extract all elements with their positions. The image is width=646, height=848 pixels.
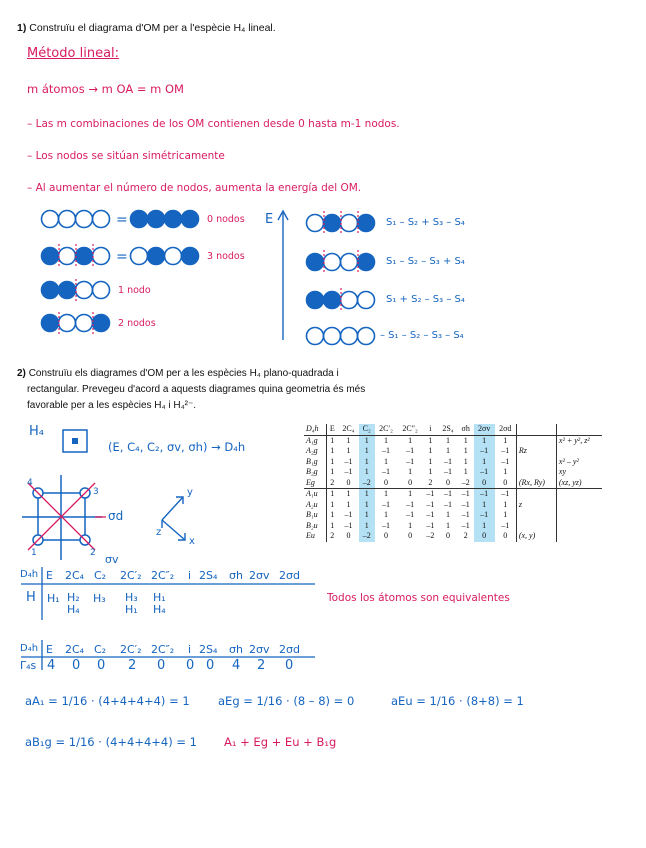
ct-cell: 1 <box>503 499 508 509</box>
ct-cell: 1 <box>330 510 335 519</box>
ct-cell: 1 <box>359 457 375 468</box>
ct-cell: 0 <box>503 531 508 540</box>
ct-cell: 1 <box>359 510 375 521</box>
ct-cell: x² – y² <box>556 457 602 468</box>
row-4-nodes-label: 2 nodos <box>118 318 156 329</box>
atom-table-cell: H₂ H₄ <box>67 591 80 616</box>
ct-cell: –1 <box>406 446 415 455</box>
ct-cell: 1 <box>384 435 389 445</box>
h4-label: H₄ <box>29 424 44 439</box>
ct-header-cell: 2C″₂ <box>398 424 423 435</box>
gamma-value: 0 <box>72 658 81 673</box>
atom-table-h-sd: 2σd <box>279 569 300 582</box>
gamma-value: 2 <box>257 658 266 673</box>
gamma-value: 4 <box>47 658 56 673</box>
ct-cell: 1 <box>346 499 351 509</box>
ct-cell: –1 <box>443 467 452 476</box>
ct-header-cell: 2C₄ <box>338 424 359 435</box>
question-2-line-3: favorable per a les espècies H₄ i H₄²⁻. <box>27 400 197 411</box>
atom-table-h-sv: 2σv <box>249 569 270 582</box>
ct-header-cell: i <box>423 424 438 435</box>
ct-cell: –1 <box>458 489 474 500</box>
ct-cell: –1 <box>344 467 353 476</box>
ct-cell: 1 <box>503 435 508 445</box>
ct-cell: 1 <box>398 489 423 500</box>
ct-cell: 1 <box>463 435 468 445</box>
ct-cell: –1 <box>426 510 435 519</box>
ct-cell: 1 <box>375 489 398 500</box>
ct-header-cell: σh <box>458 424 474 435</box>
ct-cell: 2 <box>463 531 468 540</box>
mo-combo-1: S₁ – S₂ + S₃ – S₄ <box>386 217 465 228</box>
ct-cell: –1 <box>461 520 470 530</box>
question-1-number: 1) <box>17 22 27 34</box>
sigma-v-label: σv <box>105 553 119 566</box>
gamma-table-h-c2: C₂ <box>94 643 107 656</box>
atom-table-cell: H₃ <box>93 592 106 605</box>
ct-cell: –1 <box>382 467 391 476</box>
ct-header-group: D₄h <box>304 424 326 435</box>
note-line-3: – Los nodos se sitúan simétricamente <box>27 150 225 162</box>
gamma-table-h-s4: 2S₄ <box>199 643 218 656</box>
ct-cell: 1 <box>474 435 495 446</box>
ct-header-cell: 2S₄ <box>438 424 458 435</box>
ct-cell: 1 <box>445 510 450 519</box>
atom-table-cell: H₃ H₁ <box>125 591 138 616</box>
gamma-table-h-c4: 2C₄ <box>65 643 85 656</box>
ct-cell: –1 <box>501 520 510 530</box>
ct-cell: 1 <box>474 500 495 511</box>
ct-cell: (x, y) <box>516 531 556 542</box>
ct-cell: 1 <box>463 446 468 455</box>
atom-table-h-e: E <box>46 569 53 582</box>
ct-cell: 1 <box>428 446 433 455</box>
ct-cell: 1 <box>408 467 413 476</box>
ct-cell: –1 <box>426 499 435 509</box>
ct-cell: 1 <box>503 467 508 476</box>
note-line-4: – Al aumentar el número de nodos, aumenta la energía del OM. <box>27 182 362 194</box>
question-2-line-2: rectangular. Prevegeu d'acord a aquests diagrames quina geometria és més <box>27 384 366 395</box>
ct-cell: 1 <box>445 520 450 530</box>
svg-text:=: = <box>116 249 128 265</box>
gamma-value: 0 <box>97 658 106 673</box>
ct-cell: –1 <box>423 489 438 500</box>
ct-cell: 0 <box>503 477 508 487</box>
gamma-value: 4 <box>232 658 241 673</box>
row-1-nodes-label: 0 nodos <box>207 214 245 225</box>
ct-header-cell: 2σd <box>495 424 517 435</box>
ct-irrep-label: A₂g <box>304 446 326 457</box>
ct-cell: –2 <box>359 531 375 542</box>
mo-combo-2: S₁ – S₂ – S₃ + S₄ <box>386 256 465 267</box>
ct-irrep-label: A₂u <box>304 500 326 511</box>
ct-cell: 0 <box>384 477 389 487</box>
mo-combo-3: S₁ + S₂ – S₃ – S₄ <box>386 294 465 305</box>
ct-cell: 1 <box>330 435 335 445</box>
ct-cell: 1 <box>359 446 375 457</box>
ct-cell: 2 <box>330 477 335 487</box>
ct-irrep-label: A₁u <box>304 489 326 500</box>
ct-cell: 0 <box>474 478 495 489</box>
ct-cell: –1 <box>461 510 470 519</box>
ct-cell: 1 <box>428 435 433 445</box>
atom-number-3: 3 <box>93 487 99 497</box>
gamma-table-h-e: E <box>46 643 53 656</box>
atom-number-2: 2 <box>90 548 96 558</box>
ct-cell: –1 <box>443 456 452 466</box>
atom-table-h-c2: C₂ <box>94 569 107 582</box>
ct-cell: 1 <box>330 456 335 466</box>
reduction-a1: aA₁ = 1/16 · (4+4+4+4) = 1 <box>25 694 190 708</box>
atom-number-4: 4 <box>27 478 33 488</box>
ct-cell: 1 <box>359 489 375 500</box>
ct-cell: 1 <box>346 446 351 455</box>
ct-cell: 1 <box>359 500 375 511</box>
note-line-1: m átomos → m OA = m OM <box>27 82 184 96</box>
row-2-nodes-label: 3 nodos <box>207 251 245 262</box>
ct-irrep-label: B₁g <box>304 457 326 468</box>
method-title: Método lineal: <box>27 46 120 61</box>
equivalent-atoms-note: Todos los átomos son equivalentes <box>327 592 510 604</box>
ct-cell: –1 <box>382 446 391 455</box>
ct-cell: –1 <box>461 499 470 509</box>
atom-table-h-c4: 2C₄ <box>65 569 85 582</box>
ct-cell: –1 <box>406 499 415 509</box>
ct-cell: –1 <box>495 489 517 500</box>
ct-cell: Rz <box>516 446 556 457</box>
ct-cell: –1 <box>474 489 495 500</box>
ct-cell: 1 <box>330 520 335 530</box>
ct-cell: –1 <box>438 489 458 500</box>
gamma-table-h-c2p: 2C′₂ <box>120 643 142 656</box>
ct-cell: 2 <box>428 477 433 487</box>
ct-cell: –1 <box>344 510 353 519</box>
ct-header-cell: C₂ <box>359 424 375 435</box>
ct-cell: –2 <box>359 478 375 489</box>
ct-cell: 0 <box>346 531 351 540</box>
gamma-table-row-label: Γ₄s <box>20 659 37 672</box>
symmetry-operations: (E, C₄, C₂, σv, σh) → D₄h <box>108 440 246 454</box>
ct-irrep-label: B₁u <box>304 510 326 521</box>
ct-cell: 1 <box>463 467 468 476</box>
ct-cell: 1 <box>384 456 389 466</box>
ct-cell: 1 <box>408 435 413 445</box>
svg-text:=: = <box>116 212 128 228</box>
ct-header-cell: 2σv <box>474 424 495 435</box>
ct-cell: z <box>516 500 556 511</box>
ct-cell: 2 <box>330 531 335 540</box>
ct-cell: –1 <box>426 520 435 530</box>
gamma-table-group: D₄h <box>20 643 39 654</box>
ct-cell: 1 <box>474 521 495 532</box>
ct-cell: 0 <box>408 477 413 487</box>
ct-cell: 1 <box>346 435 351 445</box>
atom-table-cell: H₁ H₄ <box>153 591 166 616</box>
ct-cell: –1 <box>382 499 391 509</box>
reduction-b1g: aB₁g = 1/16 · (4+4+4+4) = 1 <box>25 735 197 749</box>
atom-table-row-label: H <box>26 590 36 605</box>
reduction-eg: aEg = 1/16 · (8 – 8) = 0 <box>218 694 355 708</box>
ct-cell: 1 <box>338 489 359 500</box>
question-1-text: Construïu el diagrama d'OM per a l'espècie H₄ lineal. <box>29 22 276 34</box>
ct-cell: –1 <box>406 456 415 466</box>
ct-cell: –1 <box>501 446 510 455</box>
energy-axis-label: E <box>265 212 274 227</box>
ct-cell: 1 <box>330 499 335 509</box>
ct-cell: 1 <box>428 467 433 476</box>
ct-irrep-label: Eu <box>304 531 326 542</box>
ct-cell: 1 <box>359 435 375 446</box>
ct-header-cell: 2C′₂ <box>375 424 398 435</box>
ct-cell: –1 <box>344 520 353 530</box>
ct-cell: 1 <box>326 489 338 500</box>
question-2-text-1: Construïu els diagrames d'OM per a les espècies H₄ plano-quadrada i <box>28 368 339 379</box>
gamma-value: 2 <box>128 658 137 673</box>
atom-table-group: D₄h <box>20 569 39 580</box>
atom-table-h-sh: σh <box>229 569 243 582</box>
axis-y-label: y <box>187 487 193 498</box>
row-3-nodes-label: 1 nodo <box>118 285 151 296</box>
axis-x-label: x <box>189 536 195 547</box>
atom-table-cell: H₁ <box>47 592 60 605</box>
ct-cell: 1 <box>463 456 468 466</box>
ct-cell: –1 <box>474 510 495 521</box>
ct-cell: 0 <box>408 531 413 540</box>
gamma-value: 0 <box>285 658 294 673</box>
note-line-2: – Las m combinaciones de los OM contienen desde 0 hasta m-1 nodos. <box>27 118 400 130</box>
sigma-d-label: σd <box>108 509 124 523</box>
ct-cell: –1 <box>382 520 391 530</box>
ct-cell: x² + y², z² <box>556 435 602 446</box>
ct-cell: 1 <box>474 457 495 468</box>
ct-cell: –2 <box>426 531 435 540</box>
ct-cell: 0 <box>445 531 450 540</box>
ct-cell: 1 <box>503 510 508 519</box>
ct-cell: (Rx, Ry) <box>516 478 556 489</box>
ct-cell: 1 <box>408 520 413 530</box>
reduction-eu: aEu = 1/16 · (8+8) = 1 <box>391 694 524 708</box>
ct-irrep-label: Eg <box>304 478 326 489</box>
ct-cell: 0 <box>445 477 450 487</box>
ct-irrep-label: B₂u <box>304 521 326 532</box>
gamma-table-h-c2pp: 2C″₂ <box>151 643 175 656</box>
ct-cell: 1 <box>445 446 450 455</box>
ct-cell: –1 <box>344 456 353 466</box>
ct-cell: –2 <box>461 477 470 487</box>
ct-cell: –1 <box>406 510 415 519</box>
atom-table-h-c2pp: 2C″₂ <box>151 569 175 582</box>
axis-z-label: z <box>156 527 162 538</box>
gamma-table-h-sh: σh <box>229 643 243 656</box>
question-2-number: 2) <box>17 368 26 379</box>
ct-cell: 1 <box>445 435 450 445</box>
mo-combo-4: – S₁ – S₂ – S₃ – S₄ <box>380 330 464 341</box>
ct-cell: 1 <box>359 467 375 478</box>
ct-cell: 1 <box>330 467 335 476</box>
ct-cell: –1 <box>474 467 495 478</box>
ct-header-cell: E <box>326 424 338 435</box>
atom-table-h-c2p: 2C′₂ <box>120 569 142 582</box>
ct-cell: 0 <box>384 531 389 540</box>
ct-cell: –1 <box>501 456 510 466</box>
ct-cell: 1 <box>359 521 375 532</box>
ct-cell: 0 <box>346 477 351 487</box>
ct-cell: –1 <box>443 499 452 509</box>
atom-table-h-i: i <box>188 569 192 582</box>
atom-table-h-s4: 2S₄ <box>199 569 218 582</box>
gamma-value: 0 <box>186 658 195 673</box>
ct-cell: –1 <box>474 446 495 457</box>
ct-irrep-label: A₁g <box>304 435 326 446</box>
gamma-table-h-sd: 2σd <box>279 643 300 656</box>
ct-cell: xy <box>556 467 602 478</box>
gamma-value: 0 <box>206 658 215 673</box>
ct-cell: (xz, yz) <box>556 478 602 489</box>
ct-cell: 1 <box>428 456 433 466</box>
gamma-value: 0 <box>157 658 166 673</box>
ct-cell: 0 <box>474 531 495 542</box>
ct-cell: 1 <box>330 446 335 455</box>
reduction-result: A₁ + Eg + Eu + B₁g <box>224 735 337 749</box>
ct-cell: 1 <box>384 510 389 519</box>
atom-number-1: 1 <box>31 548 37 558</box>
ct-irrep-label: B₂g <box>304 467 326 478</box>
gamma-table-h-sv: 2σv <box>249 643 270 656</box>
gamma-table-h-i: i <box>188 643 192 656</box>
